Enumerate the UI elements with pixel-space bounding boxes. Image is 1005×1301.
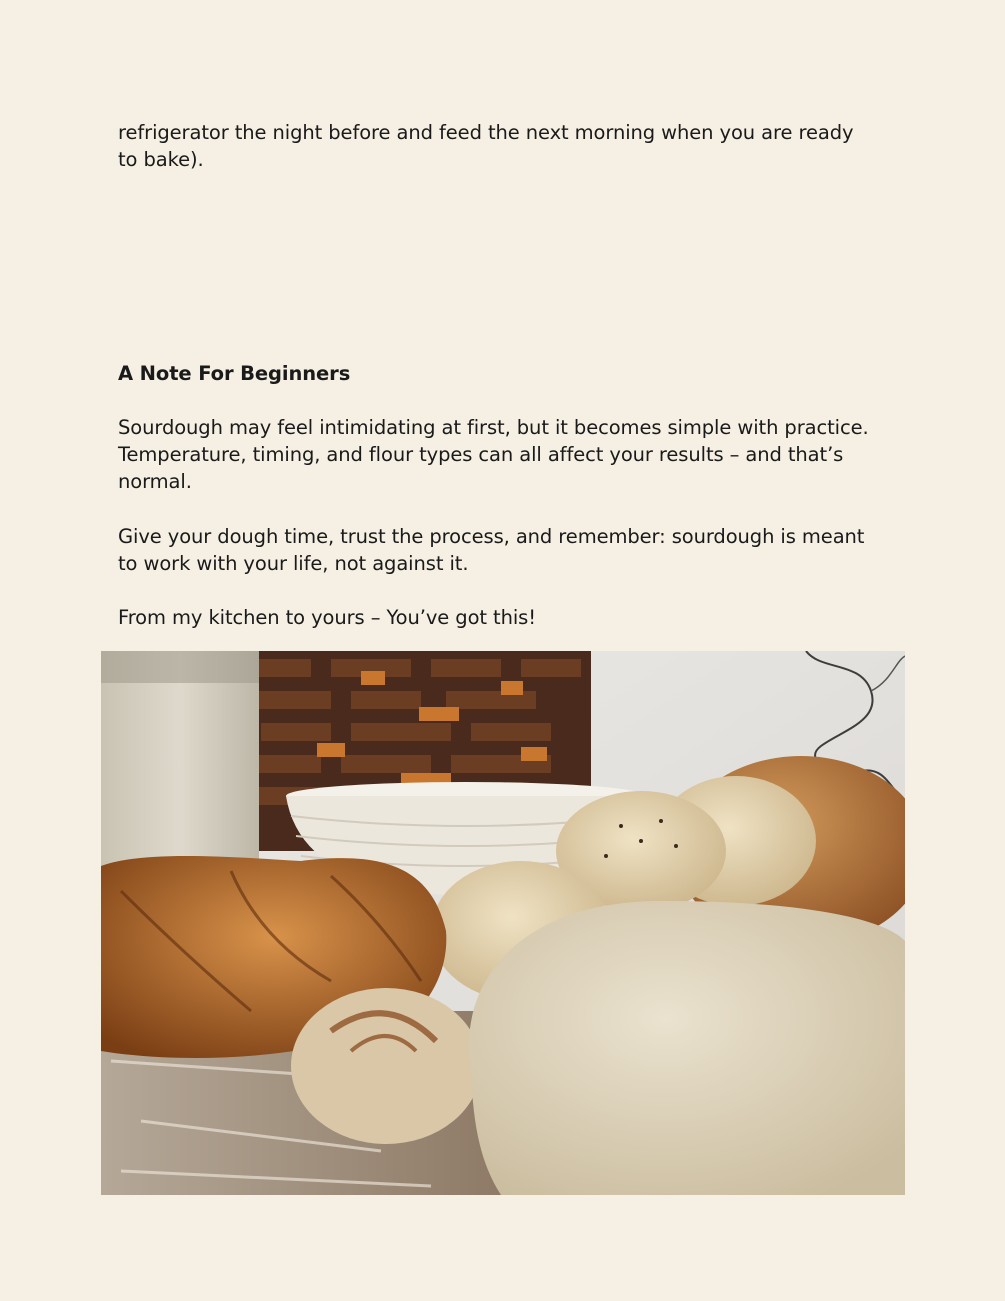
paragraph-patience: Give your dough time, trust the process, and remember: sourdough is meant to work with your life, not against it. bbox=[118, 525, 865, 575]
intro-paragraph-tail: refrigerator the night before and feed the next morning when you are ready to bake). bbox=[118, 121, 854, 171]
paragraph-practice: Sourdough may feel intimidating at first, but it becomes simple with practice. Temperature, timing, and flour types can all affect your results – and that’s normal. bbox=[118, 416, 869, 493]
paragraph-closing: From my kitchen to yours – You’ve got this! bbox=[118, 606, 536, 629]
section-heading: A Note For Beginners bbox=[118, 362, 351, 385]
sourdough-bakes-photo bbox=[101, 651, 905, 1195]
